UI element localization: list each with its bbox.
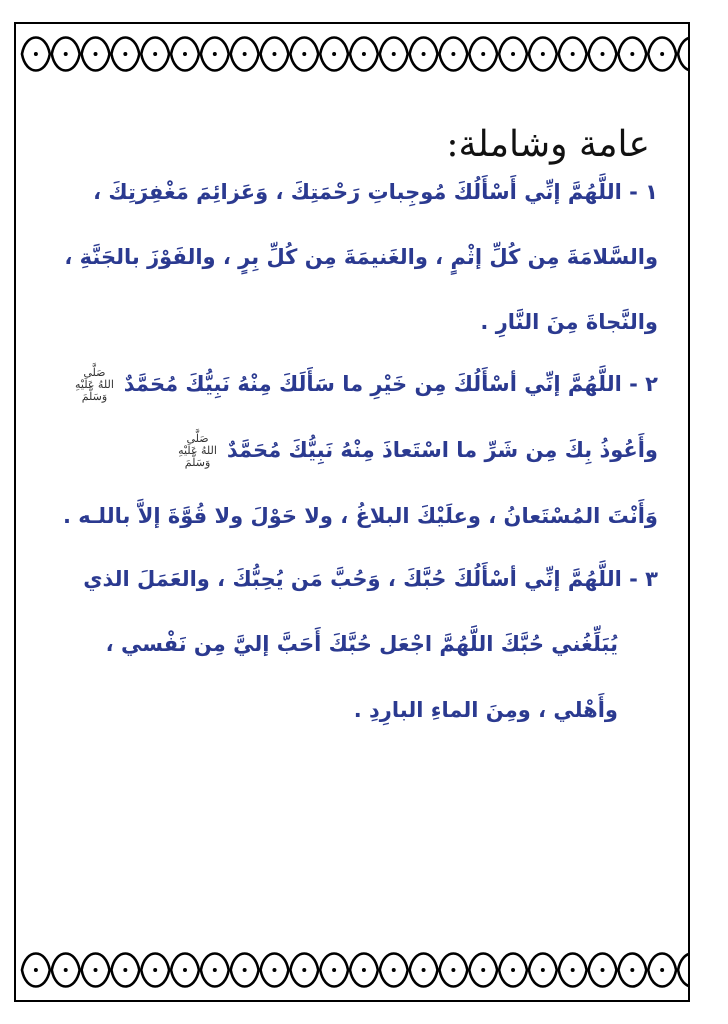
dua-line: ٣ - اللَّهُمَّ إنِّي أسْأَلُكَ حُبَّكَ ، وَحُبَّ مَن يُحِبُّكَ ، والعَمَلَ الذي <box>83 566 658 591</box>
floral-border-icon <box>16 940 688 1000</box>
border-flower-center <box>451 52 455 56</box>
section-heading: عامة وشاملة: <box>446 124 650 165</box>
border-flower-center <box>571 52 575 56</box>
border-flower-center <box>213 968 217 972</box>
border-flower-center <box>601 968 605 972</box>
border-flower-center <box>481 968 485 972</box>
border-flower-center <box>153 52 157 56</box>
border-flower-center <box>243 52 247 56</box>
border-flower-center <box>302 52 306 56</box>
dua-line: ١ - اللَّهُمَّ إنِّي أَسْأَلُكَ مُوجِباتِ رَحْمَتِكَ ، وَعَزائِمَ مَغْفِرَتِكَ ، <box>93 179 658 204</box>
border-flower-center <box>94 968 98 972</box>
border-flower-center <box>153 968 157 972</box>
dua-line: والنَّجاةَ مِنَ النَّارِ . <box>480 310 658 335</box>
dua-line <box>50 433 658 469</box>
border-flower-center <box>64 968 68 972</box>
dua-line: وَأَنْتَ المُسْتَعانُ ، وعلَيْكَ البلاغُ ، ولا حَوْلَ ولا قُوَّةَ إلاَّ باللـه . <box>62 503 658 528</box>
border-flower-center <box>451 968 455 972</box>
border-flower-center <box>34 52 38 56</box>
border-flower-center <box>34 968 38 972</box>
honorific-seal: صَلَّى اللهُ عَلَيْهِ وَسَلَّمَ <box>75 365 114 403</box>
border-flower-center <box>64 52 68 56</box>
border-flower-center <box>123 968 127 972</box>
border-flower-center <box>601 52 605 56</box>
border-flower-center <box>660 968 664 972</box>
dua-2 <box>50 367 658 530</box>
dua-1 <box>50 179 658 337</box>
border-flower-center <box>392 968 396 972</box>
border-flower-center <box>630 52 634 56</box>
border-flower <box>678 954 688 987</box>
border-flower-center <box>422 52 426 56</box>
dua-line-text: ٢ - اللَّهُمَّ إنِّي أسْأَلُكَ مِن خَيْرِ ما سَأَلَكَ مِنْهُ نَبِيُّكَ مُحَمَّدٌ <box>123 371 658 396</box>
dua-line: والسَّلامَةَ مِن كُلِّ إثْمٍ ، والغَنيمَةَ مِن كُلِّ بِرٍ ، والفَوْزَ بالجَنَّةِ ، <box>64 245 658 270</box>
border-flower-center <box>332 52 336 56</box>
border-flower-center <box>272 52 276 56</box>
border-flower-center <box>213 52 217 56</box>
dua-line-text: وأَعُوذُ بِكَ مِن شَرِّ ما اسْتَعاذَ مِنْهُ نَبِيُّكَ مُحَمَّدٌ <box>226 437 658 462</box>
border-flower-center <box>511 968 515 972</box>
prayer-content <box>50 104 658 724</box>
decorative-border-bottom <box>16 940 688 1000</box>
decorative-border-top <box>16 24 688 84</box>
border-flower-center <box>511 52 515 56</box>
border-flower <box>678 38 688 71</box>
border-flower-center <box>362 968 366 972</box>
border-flower-center <box>571 968 575 972</box>
dua-3 <box>50 566 658 724</box>
border-flower-center <box>541 52 545 56</box>
border-flower-center <box>422 968 426 972</box>
border-flower-center <box>541 968 545 972</box>
border-flower-center <box>183 968 187 972</box>
dua-line: وأَهْلي ، ومِنَ الماءِ البارِدِ . <box>353 697 618 722</box>
border-flower-center <box>392 52 396 56</box>
border-flower-center <box>243 968 247 972</box>
border-flower-center <box>332 968 336 972</box>
border-flower-center <box>481 52 485 56</box>
border-flower-center <box>362 52 366 56</box>
dua-line: يُبَلِّغُني حُبَّكَ اللَّهُمَّ اجْعَل حُبَّكَ أَحَبَّ إليَّ مِن نَفْسي ، <box>105 632 618 657</box>
border-flower-center <box>630 968 634 972</box>
border-flower-center <box>302 968 306 972</box>
page-frame <box>14 22 690 1002</box>
honorific-seal: صَلَّى اللهُ عَلَيْهِ وَسَلَّمَ <box>178 431 217 469</box>
border-flower-center <box>123 52 127 56</box>
border-flower-center <box>660 52 664 56</box>
border-flower-center <box>94 52 98 56</box>
border-flower-center <box>272 968 276 972</box>
floral-border-icon <box>16 24 688 84</box>
dua-line <box>50 367 658 403</box>
border-flower-center <box>183 52 187 56</box>
